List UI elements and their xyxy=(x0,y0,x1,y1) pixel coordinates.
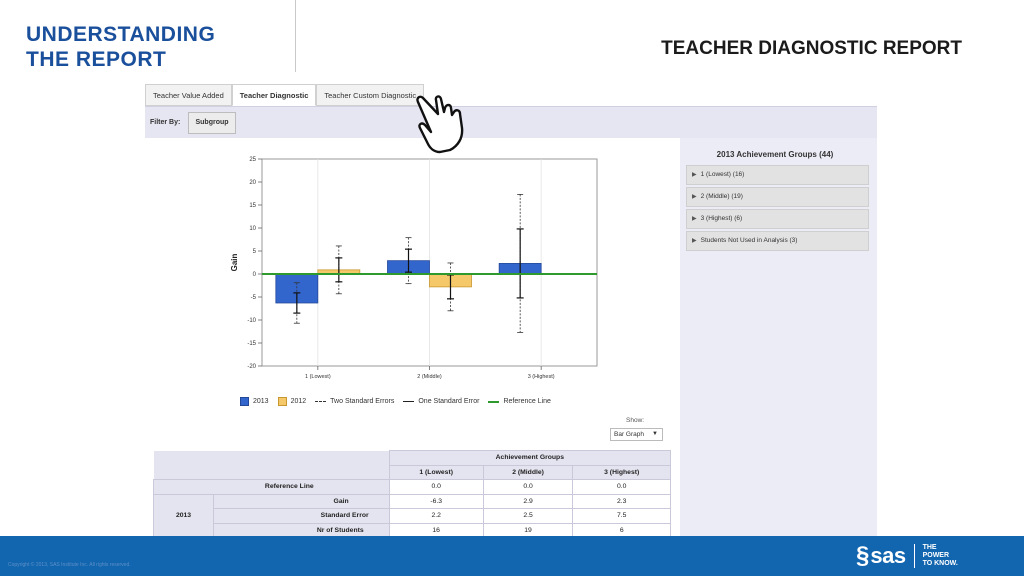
row-header-standard-error: Standard Error xyxy=(214,509,390,524)
y-tick-label: -20 xyxy=(247,364,256,371)
legend-item-one-se xyxy=(403,398,479,405)
tagline-line2: POWER xyxy=(922,552,950,559)
graph-type-select[interactable] xyxy=(610,428,663,441)
group-item-label: Students Not Used in Analysis (3) xyxy=(700,237,798,244)
legend-item-two-se xyxy=(315,398,394,405)
y-tick-label: -15 xyxy=(247,341,256,348)
legend-label-one-se: One Standard Error xyxy=(418,398,480,405)
slide-title xyxy=(26,22,215,72)
table-corner-2 xyxy=(154,465,390,480)
col-header: 1 (Lowest) xyxy=(389,465,483,480)
copyright-text: Copyright © 2013, SAS Institute Inc. All rights reserved. xyxy=(8,562,131,568)
table-cell: 6 xyxy=(573,523,671,536)
legend-label-reference: Reference Line xyxy=(503,398,551,405)
y-tick-label: 25 xyxy=(249,157,256,164)
tab-teacher-custom-diagnostic[interactable]: Teacher Custom Diagnostic xyxy=(316,84,424,106)
legend-label-two-se: Two Standard Errors xyxy=(330,398,395,405)
row-header-reference: Reference Line xyxy=(154,480,390,495)
graph-type-value: Bar Graph xyxy=(614,431,644,438)
y-tick-label: 15 xyxy=(249,203,256,210)
report-app xyxy=(145,84,877,536)
chevron-down-icon: ▼ xyxy=(652,431,658,437)
sas-s-icon: § xyxy=(856,542,870,569)
y-tick-label: -5 xyxy=(250,295,256,302)
x-tick-label: 3 (Highest) xyxy=(527,374,555,380)
pointing-hand-icon xyxy=(408,88,480,160)
table-cell: 2.2 xyxy=(389,509,483,524)
tagline-line3: TO KNOW. xyxy=(922,560,958,567)
tab-bar xyxy=(145,84,424,106)
group-item-label: 2 (Middle) (19) xyxy=(700,193,743,200)
row-header-gain: Gain xyxy=(214,494,390,509)
legend-label-2012: 2012 xyxy=(290,398,307,405)
table-cell: 0.0 xyxy=(573,480,671,495)
sas-logo xyxy=(856,542,958,570)
group-header: Achievement Groups xyxy=(389,451,670,466)
expand-triangle-icon: ▶ xyxy=(692,194,697,200)
filter-label: Filter By: xyxy=(150,119,181,126)
subgroup-button[interactable]: Subgroup xyxy=(188,112,236,134)
x-tick-label: 1 (Lowest) xyxy=(304,374,331,380)
year-label: 2013 xyxy=(154,494,214,536)
gain-chart xyxy=(225,154,605,386)
group-item-label: 1 (Lowest) (16) xyxy=(700,171,745,178)
tagline xyxy=(923,544,958,568)
group-item-middle[interactable] xyxy=(686,187,869,207)
group-item-lowest[interactable] xyxy=(686,165,869,185)
y-tick-label: 20 xyxy=(249,180,256,187)
legend-item-reference xyxy=(488,398,550,405)
y-tick-label: 10 xyxy=(249,226,256,233)
tab-teacher-diagnostic[interactable]: Teacher Diagnostic xyxy=(232,84,317,106)
tab-teacher-value-added[interactable]: Teacher Value Added xyxy=(145,84,232,106)
table-cell: 7.5 xyxy=(573,509,671,524)
group-item-not-used[interactable] xyxy=(686,231,869,251)
y-axis-label: Gain xyxy=(230,253,239,272)
legend-label-2013: 2013 xyxy=(253,398,269,405)
table-cell: 0.0 xyxy=(483,480,573,495)
title-divider xyxy=(295,0,296,72)
expand-triangle-icon: ▶ xyxy=(692,172,697,178)
slide-title-line2: THE REPORT xyxy=(26,48,167,71)
y-tick-label: 0 xyxy=(252,272,256,279)
logo-separator xyxy=(914,544,915,568)
legend-item-2012 xyxy=(278,397,307,406)
achievement-groups-title: 2013 Achievement Groups (44) xyxy=(716,150,834,159)
slide-title-line1: UNDERSTANDING xyxy=(26,23,216,46)
legend-item-2013 xyxy=(240,397,269,406)
footer-bar xyxy=(0,536,1024,576)
x-tick-label: 2 (Middle) xyxy=(417,374,442,380)
table-corner xyxy=(154,451,390,466)
row-header-nr-students: Nr of Students xyxy=(214,523,390,536)
group-item-label: 3 (Highest) (6) xyxy=(700,215,743,222)
col-header: 2 (Middle) xyxy=(483,465,573,480)
table-cell: 19 xyxy=(483,523,573,536)
sas-logo-text: sas xyxy=(870,543,906,568)
table-cell: 2.5 xyxy=(483,509,573,524)
report-title: TEACHER DIAGNOSTIC REPORT xyxy=(661,38,962,59)
table-cell: 16 xyxy=(389,523,483,536)
table-cell: 0.0 xyxy=(389,480,483,495)
achievement-groups-panel xyxy=(680,138,877,536)
table-cell: -6.3 xyxy=(389,494,483,509)
y-tick-label: -10 xyxy=(247,318,256,325)
expand-triangle-icon: ▶ xyxy=(692,216,697,222)
tagline-line1: THE xyxy=(922,544,937,551)
y-tick-label: 5 xyxy=(252,249,256,256)
group-item-highest[interactable] xyxy=(686,209,869,229)
results-table xyxy=(153,450,671,536)
table-cell: 2.9 xyxy=(483,494,573,509)
table-cell: 2.3 xyxy=(573,494,671,509)
show-label: Show: xyxy=(626,417,645,424)
expand-triangle-icon: ▶ xyxy=(692,238,697,244)
chart-legend xyxy=(240,397,560,406)
filter-bar xyxy=(145,106,877,138)
col-header: 3 (Highest) xyxy=(573,465,671,480)
